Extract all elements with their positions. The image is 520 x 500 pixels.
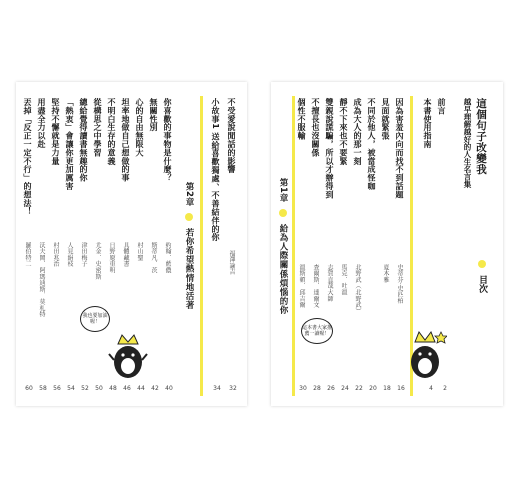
toc-author: 北野武（北野武）: [354, 264, 361, 315]
toc-front-preface[interactable]: 前言: [437, 98, 446, 115]
toc-entry[interactable]: 總給覺得讀書無趣的你: [79, 98, 88, 182]
page-number: 40: [165, 385, 173, 392]
toc-story-entry[interactable]: 小故事1 送給喜歡獨處、不善結伴的你: [211, 98, 220, 242]
toc-entry[interactable]: 靜不下來也不要緊: [339, 98, 348, 166]
page-number: 60: [25, 385, 33, 392]
toc-author: 日野原重明: [108, 242, 115, 274]
page-number: 54: [67, 385, 75, 392]
divider-bar: [292, 96, 295, 396]
page-number: 44: [137, 385, 145, 392]
page-number: 42: [151, 385, 159, 392]
toc-author: 溫斯頓．邱吉爾: [298, 264, 305, 309]
toc-author: 史蒂芬‧史匹柏: [396, 264, 403, 305]
toc-entry[interactable]: 心的自由無限大: [135, 98, 144, 157]
toc-entry[interactable]: 無關性別: [149, 98, 158, 132]
speech-bubble: 這本書大家推薦一讀喔！: [301, 318, 333, 344]
book-title-main: 這個句子改變我: [475, 98, 487, 175]
page-number: 46: [123, 385, 131, 392]
toc-entry[interactable]: 坦率地做自己想做的事: [121, 98, 130, 182]
page-number: 58: [39, 385, 47, 392]
page-number: 26: [327, 385, 335, 392]
page-number: 34: [213, 385, 221, 392]
page-number: 50: [95, 385, 103, 392]
toc-entry[interactable]: 成為大人的那一刻: [353, 98, 362, 166]
yellow-dot-icon: [279, 209, 287, 217]
toc-entry[interactable]: 見面就緊張: [381, 98, 390, 140]
yellow-dot-icon: [185, 213, 193, 221]
book-title: [474, 98, 489, 175]
toc-author: 人見絹枝: [66, 242, 73, 268]
page-number: 18: [383, 385, 391, 392]
page-number: 52: [81, 385, 89, 392]
page-number: 56: [53, 385, 61, 392]
yellow-dot-icon: [478, 260, 486, 268]
toc-author: 夏木雅: [382, 264, 389, 283]
toc-author: 尤金．史密斯: [94, 242, 101, 280]
toc-entry[interactable]: 不受愛說閒話的影響: [227, 98, 236, 174]
page-number: 28: [313, 385, 321, 392]
toc-author: 村山聖: [136, 242, 143, 261]
page-number: 22: [355, 385, 363, 392]
toc-author: 約翰．藍儂: [164, 242, 171, 274]
mascot-character-icon: [407, 328, 447, 382]
toc-entry[interactable]: 不擅長也沒關係: [311, 98, 320, 157]
toc-entry[interactable]: 因為害羞內向而找不到話題: [395, 98, 404, 199]
toc-author: 羅伯特二: [24, 242, 31, 268]
toc-author: 沃夫岡．阿瑪迪斯．莫札特: [38, 242, 45, 318]
page-number: 30: [299, 385, 307, 392]
page-number: 24: [341, 385, 349, 392]
chapter-2-heading: 第2章 若你希望熱情地活著: [184, 182, 194, 310]
toc-entry[interactable]: 「熱衷」會讓你更加厲害: [65, 98, 74, 191]
toc-entry[interactable]: 個性不服輸: [297, 98, 306, 140]
toc-entry[interactable]: 丟掉「反正一定不行」的想法！: [23, 98, 32, 216]
toc-entry[interactable]: 雙親說謊騙，所以才辦得到: [325, 98, 334, 199]
right-page: [271, 82, 503, 406]
toc-author: 福澤諭吉: [228, 250, 235, 276]
page-number: 20: [369, 385, 377, 392]
divider-bar: [200, 96, 203, 396]
page-number: 32: [229, 385, 237, 392]
toc-entry[interactable]: 不明白生存的意義: [107, 98, 116, 166]
left-page: [16, 82, 247, 406]
toc-author: 具體藏書: [122, 242, 129, 268]
toc-author: 馬克．吐溫: [340, 264, 347, 296]
toc-author: 斯蒂凡．茨: [150, 242, 157, 274]
page-number: 48: [109, 385, 117, 392]
page-number: 16: [397, 385, 405, 392]
toc-entry[interactable]: 不同於他人，被當成怪咖: [367, 98, 376, 191]
toc-entry[interactable]: 用盡全力以赴: [37, 98, 46, 149]
toc-front-guide[interactable]: 本書使用指南: [423, 98, 432, 149]
toc-entry[interactable]: 堅持不懈就是力量: [51, 98, 60, 166]
toc-author: 志賀直哉大師: [326, 264, 333, 302]
toc-heading: 目次: [476, 260, 489, 293]
book-subtitle: 越早理解越好的人生名言集: [463, 98, 472, 188]
chapter-1-heading: 第1章 給為人際關係煩惱的你: [278, 178, 288, 315]
toc-author: 津田梅子: [80, 242, 87, 268]
speech-bubble: 我也要加油喔！: [80, 306, 110, 332]
toc-author: 查爾斯．達爾文: [312, 264, 319, 309]
toc-entry[interactable]: 你喜歡的事物是什麼？: [163, 98, 172, 182]
toc-entry[interactable]: 從構思之中學習: [93, 98, 102, 157]
toc-author: 村田兆治: [52, 242, 59, 268]
mascot-character-icon: [108, 332, 148, 382]
page-number: 2: [443, 385, 447, 392]
page-number: 4: [429, 385, 433, 392]
